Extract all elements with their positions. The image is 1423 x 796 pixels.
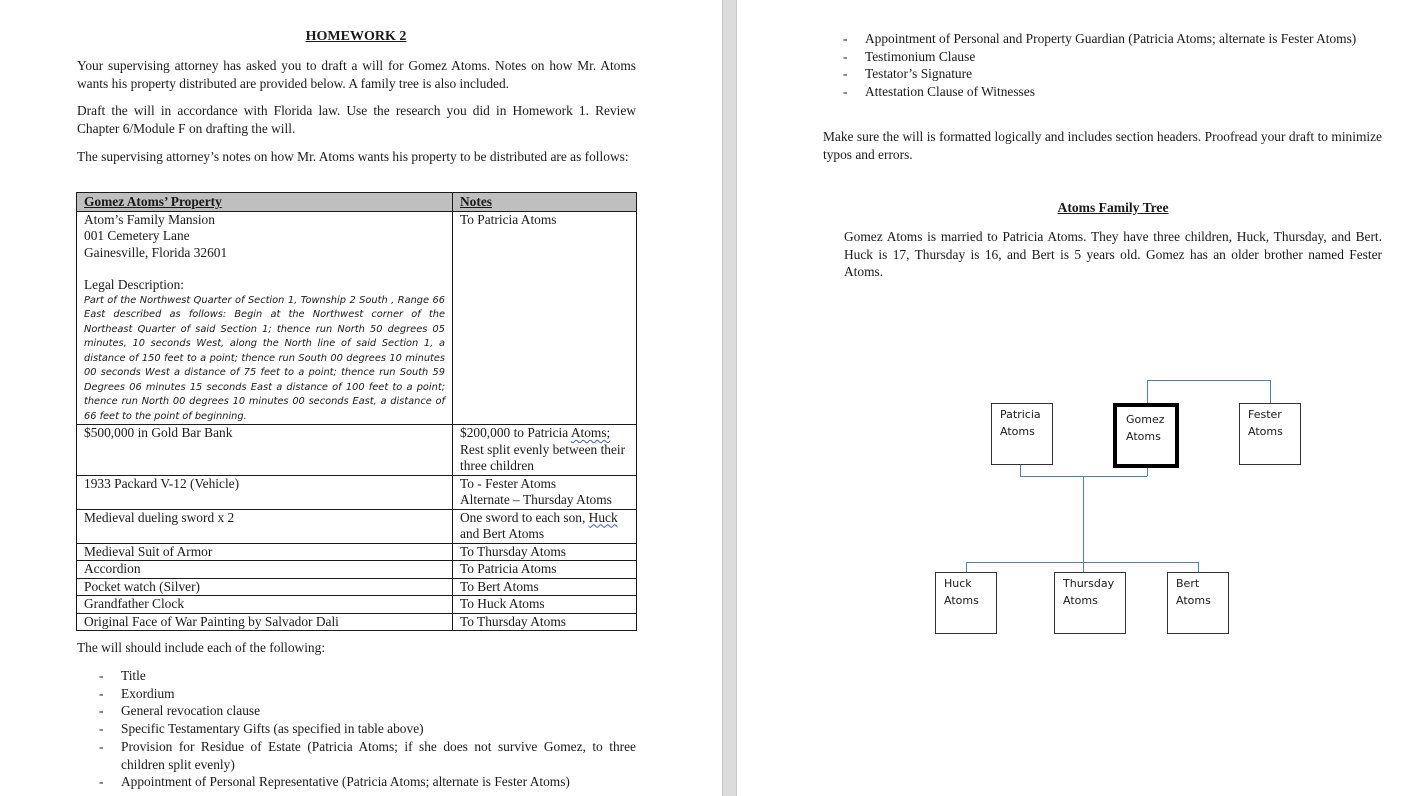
bullet-dash: - — [99, 668, 104, 683]
table-row — [77, 509, 637, 543]
list-item: - Appointment of Personal Representative (Patricia Atoms; alternate is Fester Atoms) — [99, 774, 570, 790]
bullet-dash: - — [843, 84, 848, 100]
list-item: - Attestation Clause of Witnesses — [843, 84, 1035, 100]
property-cell: Pocket watch (Silver) — [77, 578, 453, 596]
mansion-street: 001 Cemetery Lane — [84, 228, 190, 243]
note-cell: To Huck Atoms — [453, 596, 637, 614]
bullet-dash: - — [99, 721, 104, 737]
intro-paragraph-1: Your supervising attorney has asked you to draft a will for Gomez Atoms. Notes on how Mr. Atoms wants his property distributed are provided below. A family tree is also included. — [77, 58, 636, 91]
bert-atoms-node: Bert Atoms — [1167, 572, 1229, 634]
sword-note-suffix: and Bert Atoms — [460, 526, 545, 541]
note-cell — [453, 475, 637, 509]
header-property: Gomez Atoms’ Property — [77, 193, 453, 212]
intro-paragraph-3: The supervising attorney’s notes on how Mr. Atoms wants his property to be distributed are as follows: — [77, 149, 629, 164]
spelling-flag: Huck — [588, 509, 618, 525]
property-cell: Medieval dueling sword x 2 — [77, 509, 453, 543]
family-tree-title: Atoms Family Tree — [1057, 200, 1169, 215]
table-row — [77, 613, 637, 631]
property-cell — [77, 211, 453, 425]
connector-line — [966, 562, 1198, 563]
property-cell: Original Face of War Painting by Salvador Dali — [77, 613, 453, 631]
patricia-atoms-node: Patricia Atoms — [991, 403, 1053, 465]
list-item: - Provision for Residue of Estate (Patricia Atoms; if she does not survive Gomez, to three children split evenly) — [99, 738, 636, 772]
thursday-atoms-node: Thursday Atoms — [1054, 572, 1126, 634]
connector-line — [1147, 380, 1148, 404]
will-intro: The will should include each of the following: — [77, 640, 326, 655]
spelling-flag: Atoms; — [570, 425, 611, 440]
table-row — [77, 211, 637, 425]
fester-atoms-node: Fester Atoms — [1239, 403, 1301, 465]
gold-note-rest: Rest split evenly between their three children — [460, 441, 626, 473]
note-cell: To Patricia Atoms — [453, 561, 637, 579]
connector-line — [1020, 465, 1021, 476]
list-item: - Appointment of Personal and Property Guardian (Patricia Atoms; alternate is Fester Atoms) — [843, 31, 1357, 46]
table-row — [77, 475, 637, 509]
bullet-dash: - — [99, 685, 104, 701]
list-item: - General revocation clause — [99, 703, 261, 719]
connector-line — [1147, 380, 1270, 381]
will-requirements-list-left — [99, 667, 636, 791]
legal-description-text: Part of the Northwest Quarter of Section 1, Township 2 South , Range 66 East described as follows: Begin at the Northwest corner of the Northeast Quarter of said Section 1; thence run North 50 degrees 05 minutes, 10 seconds West, along the North line of said Section 1, a distance of 150 feet to a point; thence run South 00 degrees 10 minutes 00 seconds West a distance of 75 feet to a point; thence run South 59 Degrees 06 minutes 15 seconds East a distance of 100 feet to a point; thence run North 00 degrees 10 minutes 00 seconds East, a distance of 66 feet to the point of beginning. — [84, 294, 445, 422]
note-cell: To Thursday Atoms — [453, 613, 637, 631]
bullet-dash: - — [843, 31, 848, 46]
note-cell — [453, 509, 637, 543]
homework-title: HOMEWORK 2 — [305, 29, 407, 44]
table-header-row — [77, 193, 637, 212]
property-cell: 1933 Packard V-12 (Vehicle) — [77, 475, 453, 509]
gold-note-prefix: $200,000 to Patricia — [460, 425, 571, 440]
connector-line — [1083, 476, 1084, 572]
table-row — [77, 425, 637, 476]
property-table — [76, 192, 637, 631]
family-tree-description: Gomez Atoms is married to Patricia Atoms. They have three children, Huck, Thursday, and Bert. Huck is 17, Thursday is 16, and Bert is 5 years old. Gomez has an older brother named Fester Atoms. — [844, 229, 1382, 279]
bullet-dash: - — [843, 48, 848, 64]
list-item: - Exordium — [99, 685, 175, 701]
note-cell: To Bert Atoms — [453, 578, 637, 596]
intro-paragraph-2: Draft the will in accordance with Florida law. Use the research you did in Homework 1. Review Chapter 6/Module F on drafting the will. — [77, 103, 636, 136]
sword-note-prefix: One sword to each son, — [460, 509, 589, 525]
vehicle-note-alternate: Alternate – Thursday Atoms — [460, 492, 612, 507]
list-item: - Testimonium Clause — [843, 48, 976, 64]
list-item: - Title — [99, 668, 146, 683]
table-row — [77, 578, 637, 596]
property-cell: $500,000 in Gold Bar Bank — [77, 425, 453, 476]
mansion-city: Gainesville, Florida 32601 — [84, 244, 228, 260]
note-cell: To Thursday Atoms — [453, 543, 637, 561]
bullet-dash: - — [99, 738, 104, 754]
note-cell — [453, 425, 637, 476]
table-row — [77, 543, 637, 561]
note-cell: To Patricia Atoms — [453, 211, 637, 425]
document-page-right — [737, 0, 1423, 796]
connector-line — [1147, 467, 1148, 476]
mansion-name: Atom’s Family Mansion — [84, 211, 215, 227]
vehicle-note-primary: To - Fester Atoms — [460, 475, 557, 491]
legal-description-label: Legal Description: — [84, 277, 185, 292]
bullet-dash: - — [99, 774, 104, 790]
page-gutter — [722, 0, 737, 796]
property-cell: Accordion — [77, 561, 453, 579]
bullet-dash: - — [99, 703, 104, 719]
property-cell: Grandfather Clock — [77, 596, 453, 614]
gomez-atoms-node: Gomez Atoms — [1113, 403, 1179, 468]
header-notes: Notes — [453, 193, 637, 212]
format-note: Make sure the will is formatted logically and includes section headers. Proofread your draft to minimize typos and errors. — [823, 129, 1382, 162]
will-requirements-list-right — [843, 30, 1382, 101]
table-row — [77, 561, 637, 579]
bullet-dash: - — [843, 66, 848, 82]
list-item: - Testator’s Signature — [843, 66, 973, 82]
connector-line — [1270, 380, 1271, 404]
table-row — [77, 596, 637, 614]
huck-atoms-node: Huck Atoms — [935, 572, 997, 634]
list-item: - Specific Testamentary Gifts (as specified in table above) — [99, 721, 424, 737]
property-cell: Medieval Suit of Armor — [77, 543, 453, 561]
